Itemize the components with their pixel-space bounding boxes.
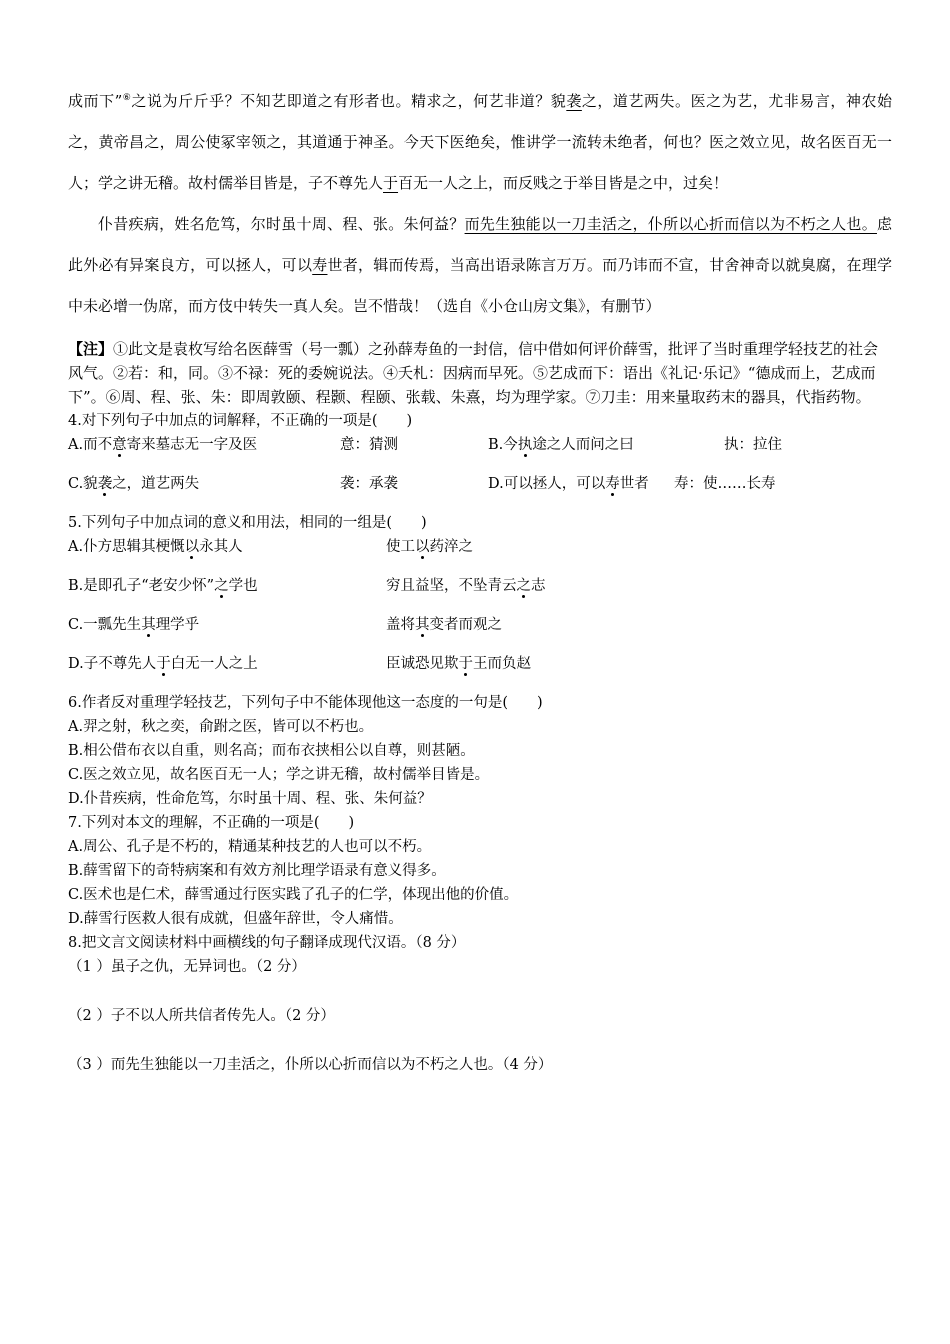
option-a-gloss: 意：猜测 <box>340 437 398 453</box>
question-7-option-c: C.医术也是仁术，薛雪通过行医实践了孔子的仁学，体现出他的价值。 <box>68 887 519 903</box>
option-d-gloss: 寿：使……长寿 <box>674 476 776 492</box>
dotted-word: 意 <box>112 437 127 453</box>
question-5-option-a <box>68 535 892 574</box>
question-6-option-c: C.医之效立见，故名医百无一人；学之讲无稽，故村儒举目皆是。 <box>68 767 490 783</box>
question-6-option-b: B.相公借布衣以自重，则名高；而布衣挟相公以自尊，则甚陋。 <box>68 743 475 759</box>
question-6-option-d: D.仆昔疾病，性命危笃，尔时虽十周、程、张、朱何益？ <box>68 791 432 807</box>
question-8-stem: 8.把文言文阅读材料中画横线的句子翻译成现代汉语。（8 分） <box>68 935 466 951</box>
dotted-word: 之 <box>516 578 531 594</box>
question-8-item-1: （1 ）虽子之仇，无异词也。（2 分） <box>68 959 306 975</box>
dotted-word: 袭 <box>97 476 113 492</box>
question-5-option-b <box>68 574 892 613</box>
option-b-left: B.是即孔子“老安少怀”之学也 <box>68 578 258 594</box>
dotted-word: 于 <box>156 656 171 672</box>
question-7-stem: 7.下列对本文的理解，不正确的一项是( ) <box>68 815 355 831</box>
text-run: 虑此外必有异案良方，可以拯人，可以 <box>68 215 892 274</box>
option-b-right: 穷且益坚，不坠青云之志 <box>386 578 546 594</box>
question-7-option-b: B.薛雪留下的奇特病案和有效方剂比理学语录有意义得多。 <box>68 863 446 879</box>
underlined-word: 于 <box>383 174 399 192</box>
option-d: D.可以拯人，可以寿世者 <box>488 476 649 492</box>
option-b-gloss: 执：拉住 <box>724 437 782 453</box>
question-4-row-1 <box>68 433 892 472</box>
question-5-option-c <box>68 613 892 652</box>
option-c-gloss: 袭：承袭 <box>340 476 398 492</box>
dotted-word: 其 <box>415 617 430 633</box>
option-c-right: 盖将其变者而观之 <box>386 617 502 633</box>
option-a-right: 使工以药淬之 <box>386 539 473 555</box>
question-6-stem: 6.作者反对重理学轻技艺，下列句子中不能体现他这一态度的一句是( ) <box>68 695 543 711</box>
text-run: 之，道艺两失。医之为艺，尤非易言，神农始之，黄帝昌之，周公使冢宰领之，其道通于神圣。今天下医绝矣，惟讲学一流转未绝者，何也？医之效立见，故名医百无一人；学之讲无稽。故村儒举目皆是，子不尊先人 <box>68 92 892 192</box>
option-a: A.而不意寄来墓志无一字及医 <box>68 437 258 453</box>
dotted-word: 以 <box>184 539 200 555</box>
text-run: 之说为斤斤乎？不知艺即道之有形者也。精求之，何艺非道？貌 <box>131 92 567 110</box>
question-6-option-a: A.羿之射，秋之奕，俞跗之医，皆可以不朽也。 <box>68 719 374 735</box>
dotted-word: 执 <box>517 437 533 453</box>
question-8-item-2: （2 ）子不以人所共信者传先人。（2 分） <box>68 1008 335 1024</box>
notes <box>68 337 892 409</box>
underlined-word: 袭 <box>566 92 582 110</box>
underlined-word: 寿 <box>312 256 328 274</box>
question-8-item-3: （3 ）而先生独能以一刀圭活之，仆所以心折而信以为不朽之人也。（4 分） <box>68 1057 553 1073</box>
option-c: C.貌袭之，道艺两失 <box>68 476 200 492</box>
document-page <box>68 78 892 1077</box>
footnote-mark: ⑥ <box>122 93 132 103</box>
answer-space[interactable] <box>68 979 892 1004</box>
dotted-word: 之 <box>214 578 229 594</box>
option-b: B.今执途之人而问之曰 <box>488 437 634 453</box>
question-7-option-a: A.周公、孔子是不朽的，精通某种技艺的人也可以不朽。 <box>68 839 432 855</box>
question-4-stem: 4.对下列句子中加点的词解释，不正确的一项是( ) <box>68 413 413 429</box>
dotted-word: 以 <box>415 539 430 555</box>
option-a-left: A.仆方思辑其梗慨以永其人 <box>68 539 243 555</box>
question-4-row-2 <box>68 472 892 511</box>
text-run: 世者，辑而传焉，当高出语录陈言万万。而乃讳而不宣，甘舍神奇以就臭腐，在理学中未必增一伪席，而方伎中转失一真人矣。岂不惜哉！（选自《小仓山房文集》，有删节） <box>68 256 892 315</box>
dotted-word: 于 <box>458 656 473 672</box>
passage-paragraph-1 <box>68 78 892 204</box>
underlined-sentence: 而先生独能以一刀圭活之，仆所以心折而信以为不朽之人也。 <box>464 215 877 233</box>
notes-text: ①此文是袁枚写给名医薛雪（号一瓢）之孙薛寿鱼的一封信，信中借如何评价薛雪，批评了当时重理学轻技艺的社会风气。②若：和，同。③不禄：死的委婉说法。④夭札：因病而早死。⑤艺成而下：语出《礼记·乐记》“德成而上，艺成而下”。⑥周、程、张、朱：即周敦颐、程颢、程颐、张载、朱熹，均为理学家。⑦刀圭：用来量取药末的器具，代指药物。 <box>68 340 879 406</box>
notes-label: 【注】 <box>68 340 114 358</box>
option-d-right: 臣诚恐见欺于王而负赵 <box>386 656 531 672</box>
passage-paragraph-2 <box>68 204 892 327</box>
text-run: 仆昔疾病，姓名危笃，尔时虽十周、程、张。朱何益？ <box>98 215 465 233</box>
answer-space[interactable] <box>68 1028 892 1053</box>
question-5-stem: 5.下列句子中加点词的意义和用法，相同的一组是( ) <box>68 515 427 531</box>
option-c-left: C.一瓢先生其理学乎 <box>68 617 200 633</box>
question-5-option-d <box>68 652 892 691</box>
option-d-left: D.子不尊先人于白无一人之上 <box>68 656 258 672</box>
text-run: 百无一人之上，而反贱之于举目皆是之中，过矣！ <box>398 174 729 192</box>
dotted-word: 其 <box>141 617 156 633</box>
question-7-option-d: D.薛雪行医救人很有成就，但盛年辞世，令人痛惜。 <box>68 911 403 927</box>
dotted-word: 寿 <box>605 476 620 492</box>
text-run: 成而下” <box>68 92 123 110</box>
